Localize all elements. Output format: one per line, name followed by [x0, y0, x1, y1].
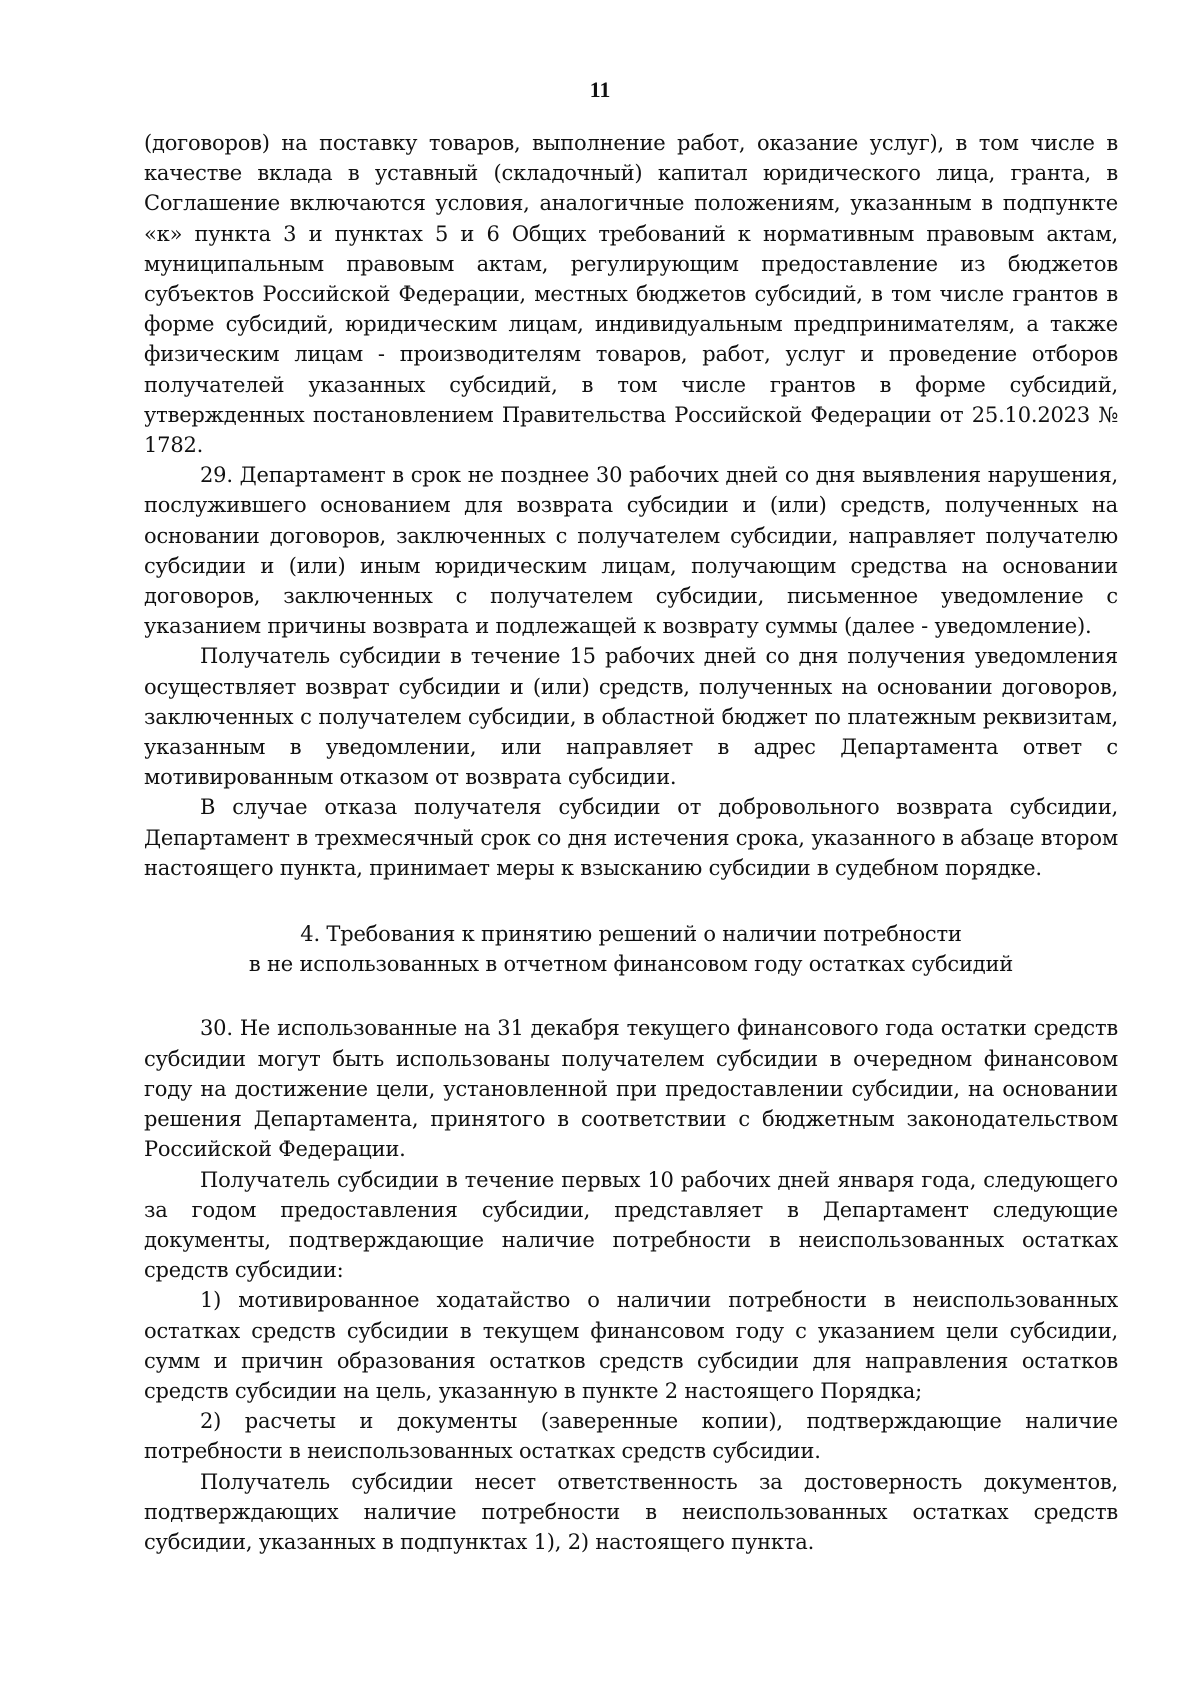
paragraph-item-30-documents: Получатель субсидии в течение первых 10 рабочих дней января года, следующего за годом предоставления субсидии, представляет в Департамент следующие документы, подтверждающие наличие потребности в неиспользованных остатках средств субсидии:: [144, 1167, 1118, 1283]
paragraph-item-29-return: Получатель субсидии в течение 15 рабочих дней со дня получения уведомления осуществляет возврат субсидии и (или) средств, полученных на основании договоров, заключенных с получателем субсидии, в областной бюджет по платежным реквизитам, указанным в уведомлении, или направляет в адрес Департамента ответ с мотивированным отказом от возврата субсидии.: [144, 644, 1118, 790]
page-number: 11: [589, 77, 611, 102]
paragraph-item-29: 29. Департамент в срок не позднее 30 рабочих дней со дня выявления нарушения, послужившего основанием для возврата субсидии и (или) средств, полученных на основании договоров, заключенных с получателем субсидии, направляет получателю субсидии и (или) иным юридическим лицам, получающим средства на основании договоров, заключенных с получателем субсидии, письменное уведомление с указанием причины возврата и подлежащей к возврату суммы (далее - уведомление).: [144, 463, 1118, 639]
paragraph-item-29-refusal: В случае отказа получателя субсидии от добровольного возврата субсидии, Департамент в трехмесячный срок со дня истечения срока, указанного в абзаце втором настоящего пункта, принимает меры к взысканию субсидии в судебном порядке.: [144, 795, 1118, 880]
section-heading-line-1: 4. Требования к принятию решений о наличии потребности: [300, 922, 962, 947]
paragraph-continuation: (договоров) на поставку товаров, выполнение работ, оказание услуг), в том числе в качестве вклада в уставный (складочный) капитал юридического лица, гранта, в Соглашение включаются условия, аналогичные положениям, указанным в подпункте «к» пункта 3 и пунктах 5 и 6 Общих требований к нормативным правовым актам, муниципальным правовым актам, регулирующим предоставление из бюджетов субъектов Российской Федерации, местных бюджетов субсидий, в том числе грантов в форме субсидий, юридическим лицам, индивидуальным предпринимателям, а также физическим лицам - производителям товаров, работ, услуг и проведение отборов получателей указанных субсидий, в том числе грантов в форме субсидий, утвержденных постановлением Правительства Российской Федерации от 25.10.2023 № 1782.: [144, 131, 1118, 458]
section-heading: [144, 919, 1118, 979]
section-heading-line-2: в не использованных в отчетном финансовом году остатках субсидий: [248, 952, 1014, 977]
document-body: [144, 128, 1118, 1557]
paragraph-responsibility: Получатель субсидии несет ответственность за достоверность документов, подтверждающих наличие потребности в неиспользованных остатках средств субсидии, указанных в подпунктах 1), 2) настоящего пункта.: [144, 1469, 1118, 1554]
paragraph-subitem-2: 2) расчеты и документы (заверенные копии), подтверждающие наличие потребности в неиспользованных остатках средств субсидии.: [144, 1409, 1118, 1464]
paragraph-subitem-1: 1) мотивированное ходатайство о наличии потребности в неиспользованных остатках средств субсидии в текущем финансовом году с указанием цели субсидии, сумм и причин образования остатков средств субсидии для направления остатков средств субсидии на цель, указанную в пункте 2 настоящего Порядка;: [144, 1288, 1118, 1403]
paragraph-item-30: 30. Не использованные на 31 декабря текущего финансового года остатки средств субсидии могут быть использованы получателем субсидии в очередном финансовом году на достижение цели, установленной при предоставлении субсидии, на основании решения Департамента, принятого в соответствии с бюджетным законодательством Российской Федерации.: [144, 1016, 1118, 1162]
